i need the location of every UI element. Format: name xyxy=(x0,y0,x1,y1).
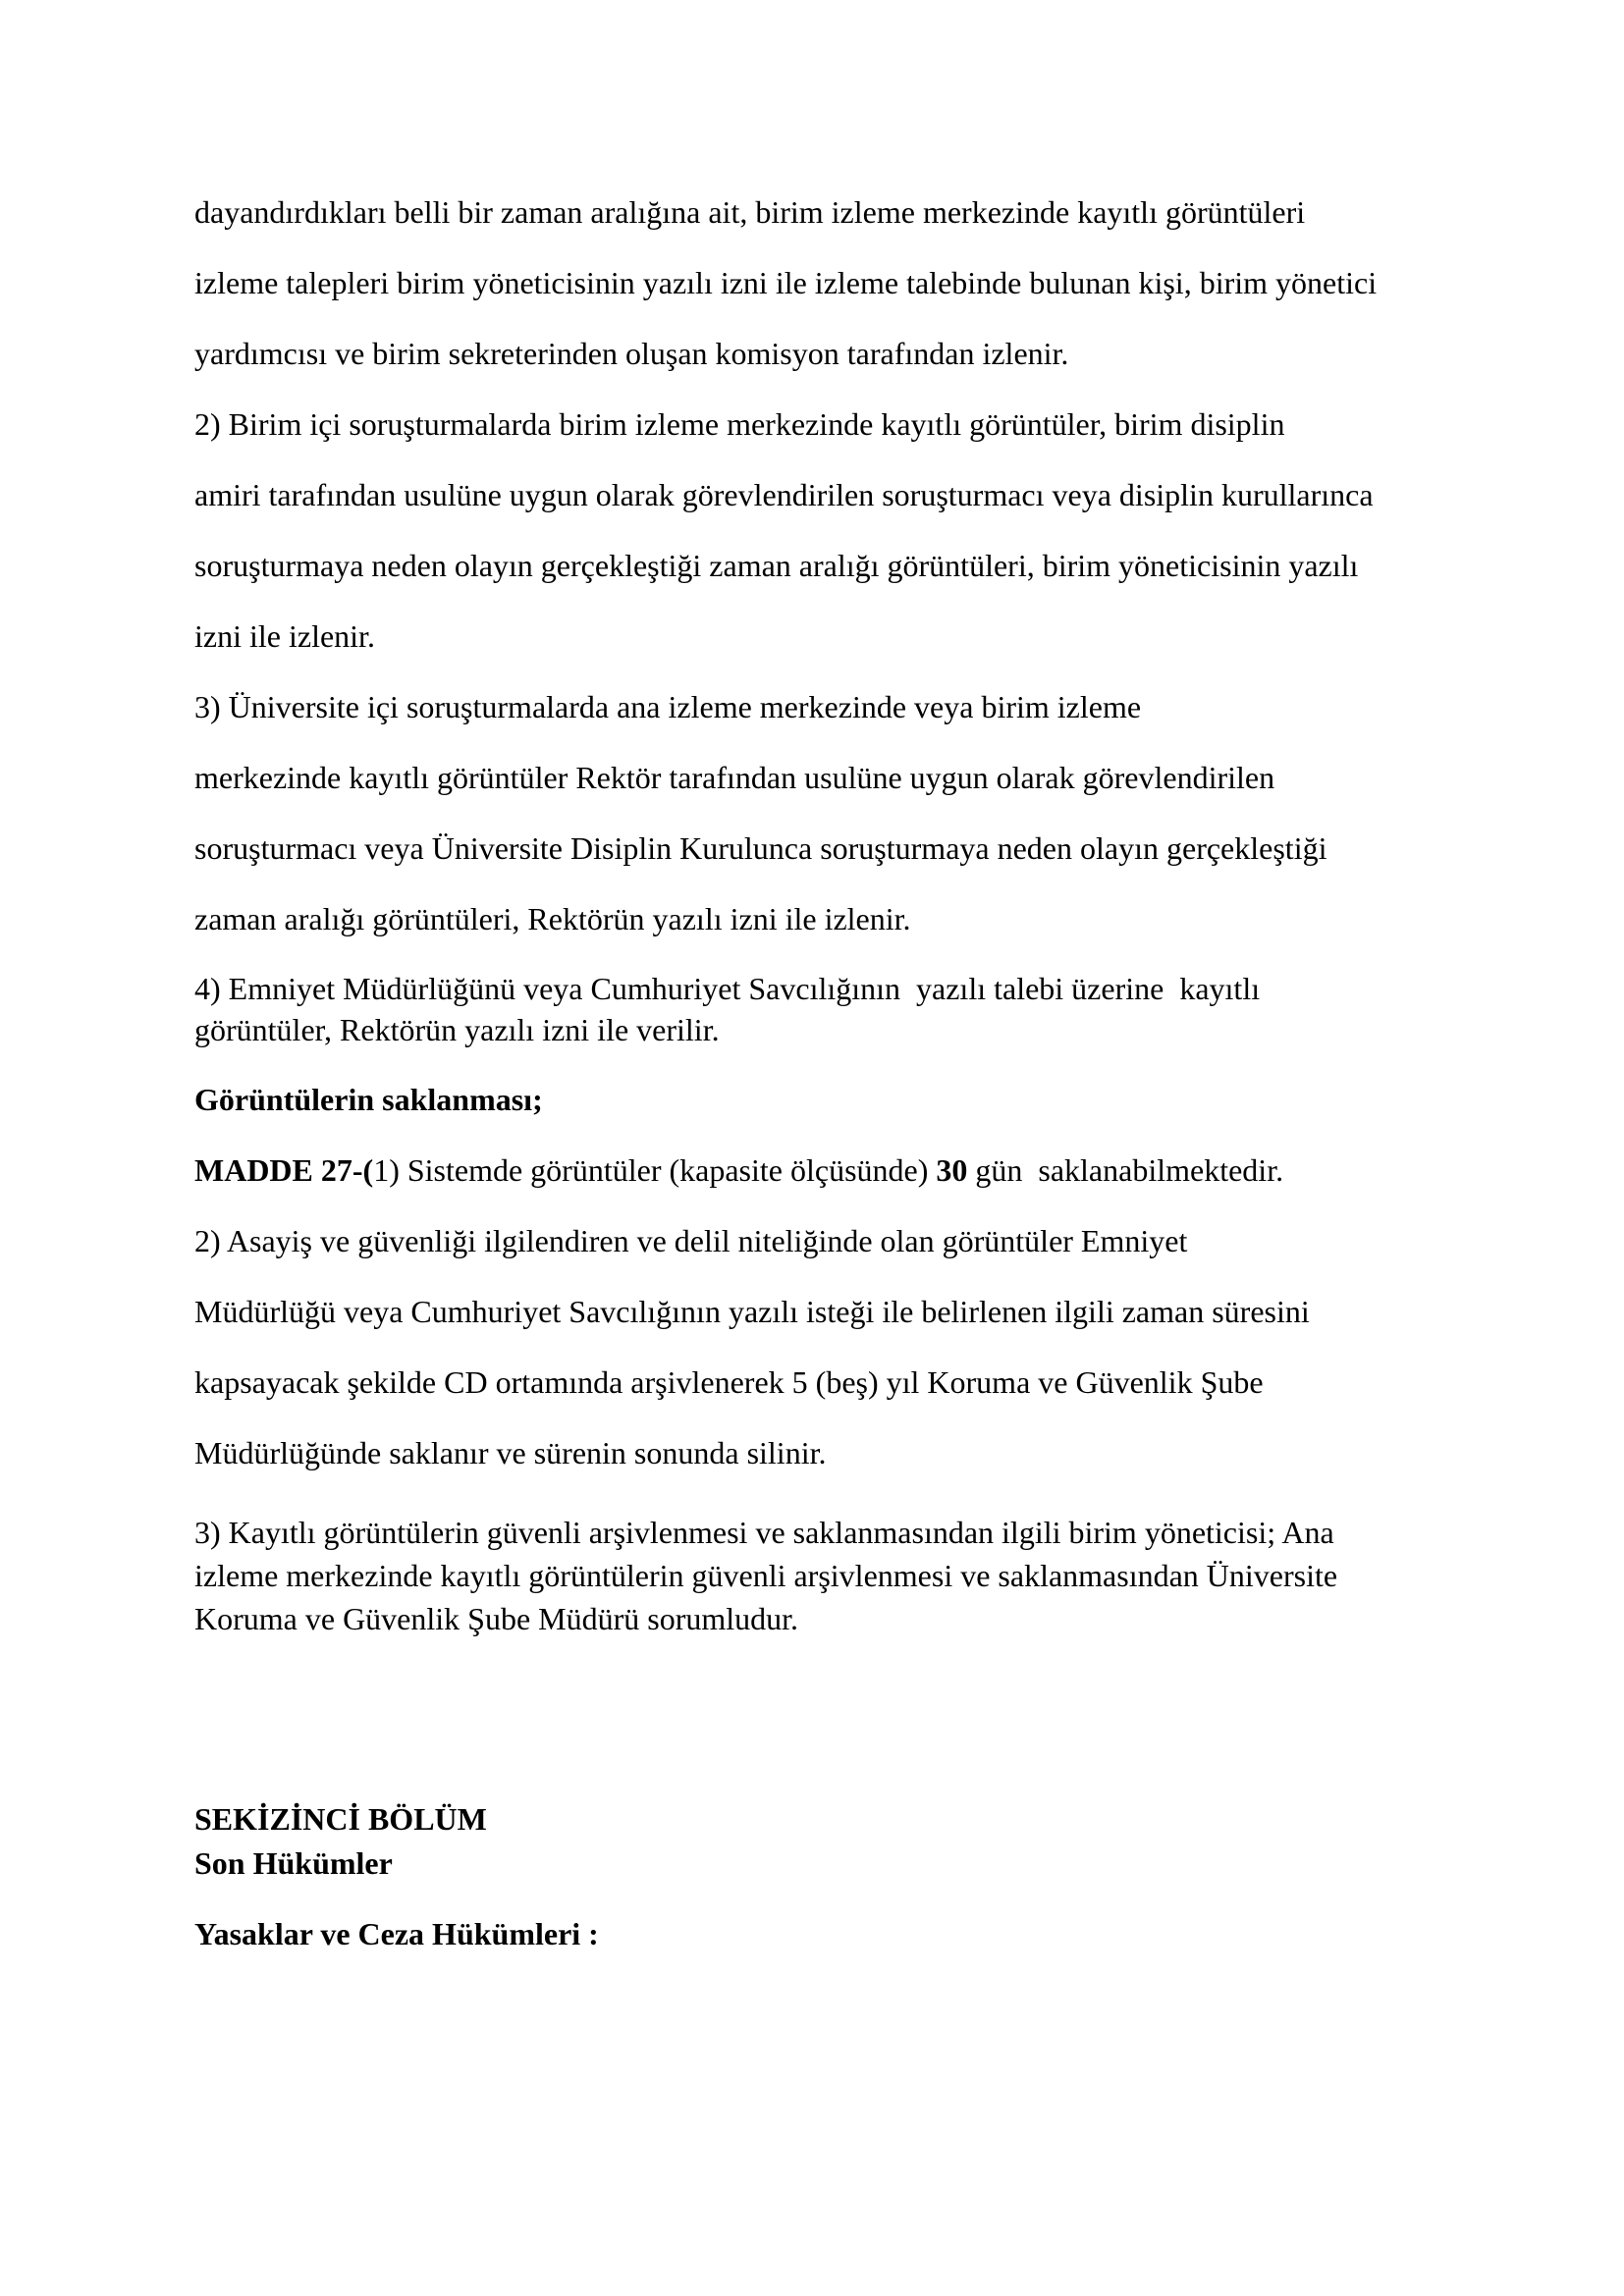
text-line: kapsayacak şekilde CD ortamında arşivlenerek 5 (beş) yıl Koruma ve Güvenlik Şube xyxy=(194,1364,1264,1400)
text-line: soruşturmaya neden olayın gerçekleştiği zaman aralığı görüntüleri, birim yöneticisinin yazılı xyxy=(194,548,1359,583)
text-line: izleme merkezinde kayıtlı görüntülerin güvenli arşivlenmesi ve saklanmasından Üniversite xyxy=(194,1558,1338,1593)
text-line: Koruma ve Güvenlik Şube Müdürü sorumludur. xyxy=(194,1601,799,1636)
text-line: 3) Kayıtlı görüntülerin güvenli arşivlenmesi ve saklanmasından ilgili birim yöneticisi; Ana xyxy=(194,1515,1334,1550)
text-line: izleme talepleri birim yöneticisinin yazılı izni ile izleme talebinde bulunan kişi, birim yönetici xyxy=(194,265,1378,300)
text-line: soruşturmacı veya Üniversite Disiplin Kurulunca soruşturmaya neden olayın gerçekleştiği xyxy=(194,830,1327,866)
text-line: Müdürlüğü veya Cumhuriyet Savcılığının yazılı isteği ile belirlenen ilgili zaman süresini xyxy=(194,1294,1310,1329)
text-line: zaman aralığı görüntüleri, Rektörün yazılı izni ile izlenir. xyxy=(194,901,911,936)
retention-days-value: 30 xyxy=(936,1152,968,1188)
text-line: izni ile izlenir. xyxy=(194,618,375,654)
chapter-title: SEKİZİNCİ BÖLÜM xyxy=(194,1801,487,1837)
chapter-subtitle: Son Hükümler xyxy=(194,1845,393,1881)
article-text: 1) Sistemde görüntüler (kapasite ölçüsünde) xyxy=(373,1152,937,1188)
text-line: merkezinde kayıtlı görüntüler Rektör tarafından usulüne uygun olarak görevlendirilen xyxy=(194,760,1275,795)
article-text-end: gün saklanabilmektedir. xyxy=(967,1152,1284,1188)
article-label: MADDE 27-( xyxy=(194,1152,374,1188)
text-line: Müdürlüğünde saklanır ve sürenin sonunda silinir. xyxy=(194,1435,827,1470)
article-27-line xyxy=(194,1148,1283,1192)
text-line: amiri tarafından usulüne uygun olarak görevlendirilen soruşturmacı veya disiplin kurullarınca xyxy=(194,477,1374,512)
text-line: dayandırdıkları belli bir zaman aralığına ait, birim izleme merkezinde kayıtlı görüntüleri xyxy=(194,194,1306,230)
penalties-heading: Yasaklar ve Ceza Hükümleri : xyxy=(194,1916,599,1951)
text-line: 2) Birim içi soruşturmalarda birim izleme merkezinde kayıtlı görüntüler, birim disiplin xyxy=(194,406,1285,442)
text-line: 2) Asayiş ve güvenliği ilgilendiren ve delil niteliğinde olan görüntüler Emniyet xyxy=(194,1223,1188,1258)
text-line: 4) Emniyet Müdürlüğünü veya Cumhuriyet Savcılığının yazılı talebi üzerine kayıtlı xyxy=(194,971,1261,1006)
text-line: yardımcısı ve birim sekreterinden oluşan komisyon tarafından izlenir. xyxy=(194,336,1069,371)
section-heading: Görüntülerin saklanması; xyxy=(194,1082,543,1117)
text-line: 3) Üniversite içi soruşturmalarda ana izleme merkezinde veya birim izleme xyxy=(194,689,1142,724)
text-line: görüntüler, Rektörün yazılı izni ile verilir. xyxy=(194,1012,720,1047)
